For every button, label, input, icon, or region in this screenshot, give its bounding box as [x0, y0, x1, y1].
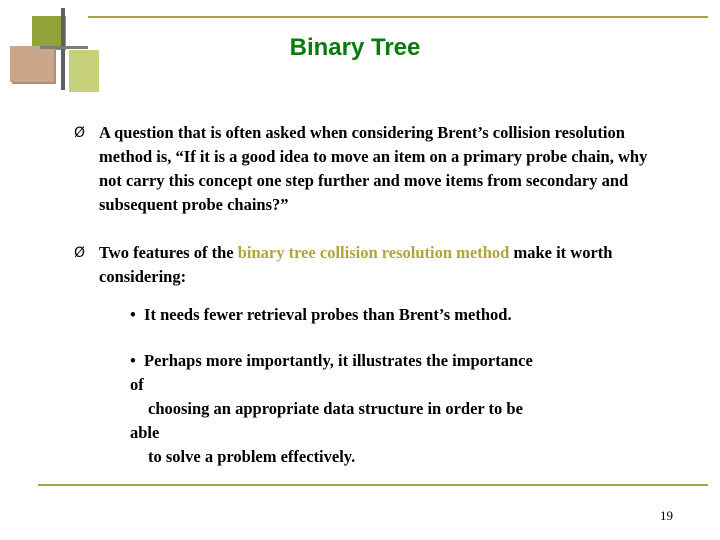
subpoint-importance: [130, 349, 650, 469]
dot-bullet-icon: •: [130, 351, 136, 370]
subpoint-line: to solve a problem effectively.: [148, 447, 356, 466]
page-number: 19: [660, 508, 673, 523]
arrow-bullet-icon: Ø: [74, 245, 86, 261]
subpoint-line: choosing an appropriate data structure in order to be: [148, 399, 523, 418]
highlighted-term: binary tree collision resolution method: [237, 243, 510, 262]
bottom-rule: [38, 484, 708, 486]
bullet-text: [99, 241, 674, 289]
top-rule: [88, 16, 708, 18]
dot-bullet-icon: •: [130, 305, 136, 324]
bullet-features: [74, 241, 674, 289]
subpoint-text: It needs fewer retrieval probes than Brent’s method.: [144, 305, 512, 324]
arrow-bullet-icon: Ø: [74, 125, 86, 141]
bullet-text-before: Two features of the: [99, 243, 238, 262]
subpoint-fewer-probes: [130, 303, 512, 327]
slide-title: Binary Tree: [289, 34, 421, 61]
bullet-text: A question that is often asked when considering Brent’s collision resolution method is, “If it is a good idea to move an item on a primary probe chain, why not carry this concept one step further and move items from secondary and subsequent probe chains?”: [99, 123, 648, 214]
bullet-text-after: make it worth considering:: [99, 243, 613, 286]
subpoint-line: • Perhaps more importantly, it illustrates the importance: [130, 351, 533, 370]
bullet-question: [74, 121, 674, 217]
subpoint-line: of: [130, 375, 144, 394]
subpoint-line: able: [130, 423, 160, 442]
